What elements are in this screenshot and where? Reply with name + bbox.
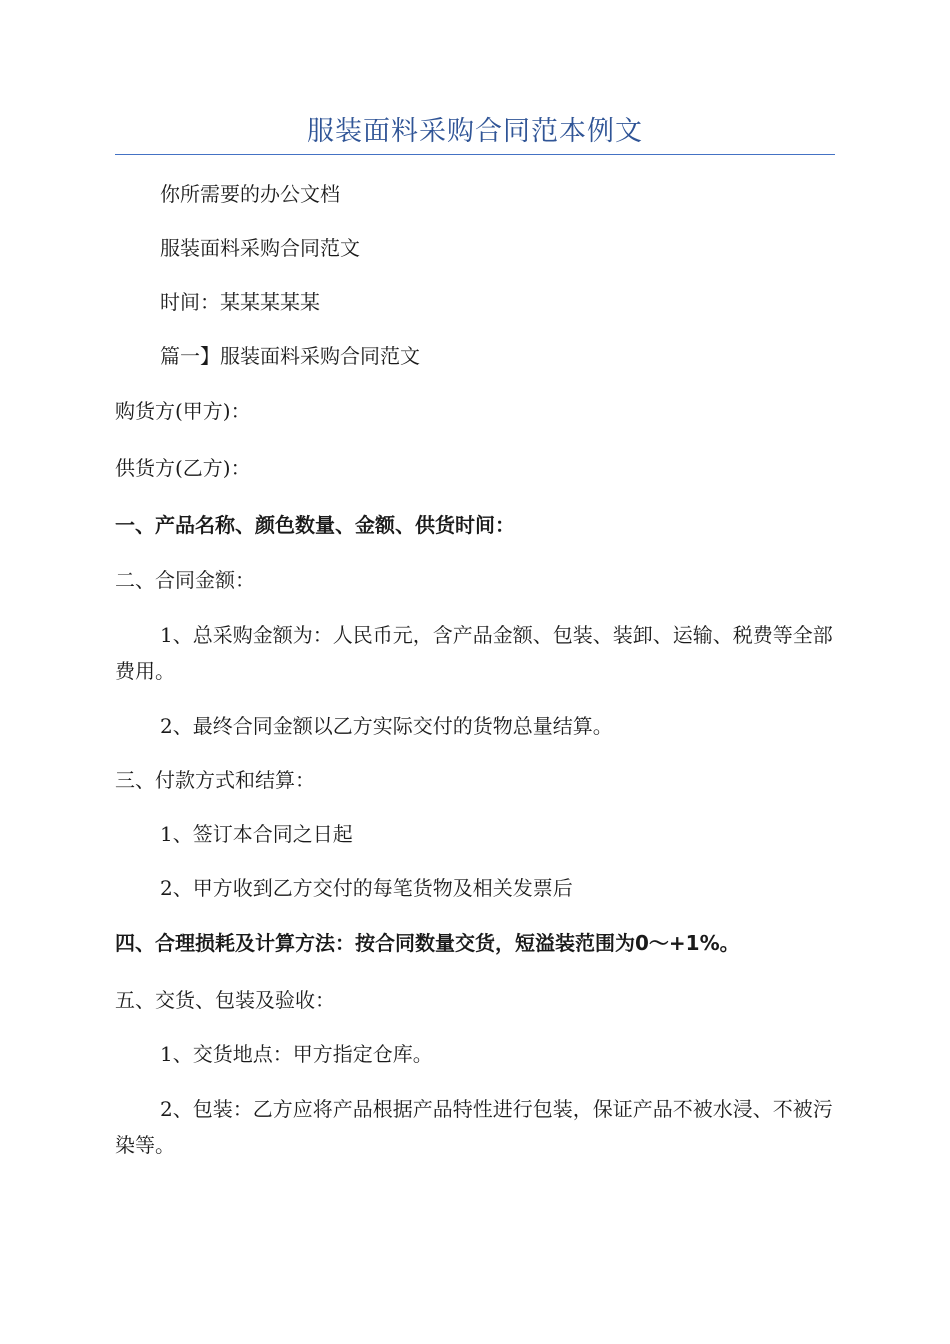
paragraph-office-doc: 你所需要的办公文档 xyxy=(160,182,340,206)
paragraph-supplier: 供货方(乙方)： xyxy=(115,456,251,480)
heading-section-one: 一、产品名称、颜色数量、金额、供货时间： xyxy=(115,513,515,537)
heading-section-two: 二、合同金额： xyxy=(115,568,255,592)
paragraph-total-amount: 1、总采购金额为：人民币元，含产品金额、包装、装卸、运输、税费等全部费用。 xyxy=(115,623,833,683)
heading-section-four: 四、合理损耗及计算方法：按合同数量交货，短溢装范围为0～+1%。 xyxy=(115,931,740,955)
document-title: 服装面料采购合同范本例文 xyxy=(307,116,643,147)
paragraph-subtitle: 服装面料采购合同范文 xyxy=(160,236,360,260)
paragraph-time: 时间：某某某某某 xyxy=(160,290,320,314)
paragraph-final-amount: 2、最终合同金额以乙方实际交付的货物总量结算。 xyxy=(160,714,613,738)
title-underline xyxy=(115,154,835,155)
heading-section-five: 五、交货、包装及验收： xyxy=(115,988,335,1012)
paragraph-buyer: 购货方(甲方)： xyxy=(115,399,251,423)
paragraph-signing-date: 1、签订本合同之日起 xyxy=(160,822,353,846)
heading-section-three: 三、付款方式和结算： xyxy=(115,768,315,792)
paragraph-delivery-place: 1、交货地点：甲方指定仓库。 xyxy=(160,1042,433,1066)
paragraph-packaging: 2、包装：乙方应将产品根据产品特性进行包装，保证产品不被水浸、不被污染等。 xyxy=(115,1097,833,1157)
paragraph-invoice: 2、甲方收到乙方交付的每笔货物及相关发票后 xyxy=(160,876,573,900)
paragraph-chapter-one: 篇一】服装面料采购合同范文 xyxy=(160,344,420,368)
